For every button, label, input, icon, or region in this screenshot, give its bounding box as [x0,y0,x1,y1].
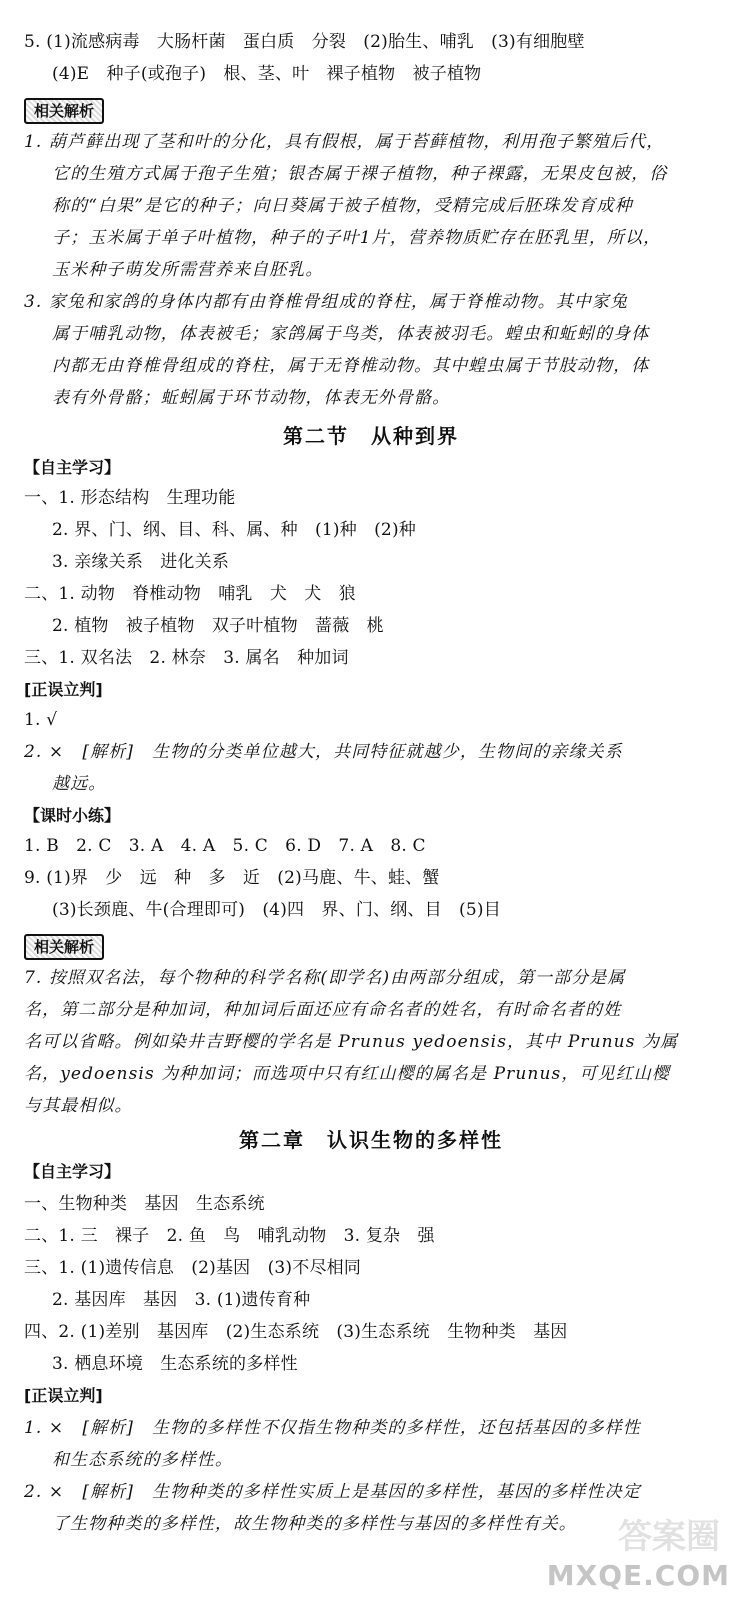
answer-line: 三、1. (1)遗传信息 (2)基因 (3)不尽相同 [24,1258,362,1278]
analysis-line: 它的生殖方式属于孢子生殖；银杏属于裸子植物，种子裸露，无果皮包被，俗 [52,164,668,184]
answer-line: 2. 界、门、纲、目、科、属、种 (1)种 (2)种 [52,520,416,540]
answer-line: 2. 植物 被子植物 双子叶植物 蔷薇 桃 [52,616,384,636]
answer-line: 5. (1)流感病毒 大肠杆菌 蛋白质 分裂 (2)胎生、哺乳 (3)有细胞壁 [24,32,585,52]
analysis-line: 子；玉米属于单子叶植物，种子的子叶1片，营养物质贮存在胚乳里，所以， [52,228,662,248]
answer-line: 1. B 2. C 3. A 4. A 5. C 6. D 7. A 8. C [24,836,426,856]
answer-line: (3)长颈鹿、牛(合理即可) (4)四 界、门、纲、目 (5)目 [52,900,501,920]
analysis-line: 1. × [解析] 生物的多样性不仅指生物种类的多样性，还包括基因的多样性 [24,1418,641,1438]
chapter-title: 第二章 认识生物的多样性 [239,1128,503,1152]
analysis-line: 名，第二部分是种加词，种加词后面还应有命名者的姓名，有时命名者的姓 [24,1000,622,1020]
section-label: 【课时小练】 [24,806,121,825]
analysis-line: 3. 家兔和家鸽的身体内都有由脊椎骨组成的脊柱，属于脊椎动物。其中家兔 [24,292,629,312]
answer-line: 1. √ [24,710,58,730]
analysis-line: 名，yedoensis 为种加词；而选项中只有红山樱的属名是 Prunus，可见红山樱 [24,1064,670,1084]
answer-line: (4)E 种子(或孢子) 根、茎、叶 裸子植物 被子植物 [52,64,482,84]
analysis-line: 属于哺乳动物，体表被毛；家鸽属于鸟类，体表被羽毛。蝗虫和蚯蚓的身体 [52,324,650,344]
section-label: 【自主学习】 [24,458,121,477]
section-label: 【自主学习】 [24,1162,121,1181]
analysis-line: 2. × [解析] 生物的分类单位越大，共同特征就越少，生物间的亲缘关系 [24,742,623,762]
section-label: [正误立判] [24,680,103,699]
analysis-line: 表有外骨骼；蚯蚓属于环节动物，体表无外骨骼。 [52,388,451,408]
analysis-line: 与其最相似。 [24,1096,133,1116]
analysis-line: 内都无由脊椎骨组成的脊柱，属于无脊椎动物。其中蝗虫属于节肢动物，体 [52,356,650,376]
analysis-line: 7. 按照双名法，每个物种的科学名称(即学名)由两部分组成，第一部分是属 [24,968,626,988]
answer-line: 3. 亲缘关系 进化关系 [52,552,230,572]
section-label: [正误立判] [24,1386,103,1405]
answer-line: 二、1. 三 裸子 2. 鱼 鸟 哺乳动物 3. 复杂 强 [24,1226,435,1246]
answer-line: 二、1. 动物 脊椎动物 哺乳 犬 犬 狼 [24,584,356,604]
analysis-line: 了生物种类的多样性，故生物种类的多样性与基因的多样性有关。 [52,1514,577,1534]
answer-line: 3. 栖息环境 生态系统的多样性 [52,1354,298,1374]
answer-line: 四、2. (1)差别 基因库 (2)生态系统 (3)生态系统 生物种类 基因 [24,1322,568,1342]
watermark-logo: 答案圈 [618,1517,720,1557]
analysis-line: 名可以省略。例如染井吉野樱的学名是 Prunus yedoensis，其中 Prunus 为属 [24,1032,679,1052]
answer-line: 一、生物种类 基因 生态系统 [24,1194,265,1214]
analysis-tag: 相关解析 [24,98,104,124]
answer-line: 2. 基因库 基因 3. (1)遗传育种 [52,1290,311,1310]
analysis-line: 1. 葫芦藓出现了茎和叶的分化，具有假根，属于苔藓植物，利用孢子繁殖后代， [24,132,665,152]
analysis-line: 称的“白果”是它的种子；向日葵属于被子植物，受精完成后胚珠发育成种 [52,196,633,216]
analysis-tag: 相关解析 [24,934,104,960]
answer-line: 三、1. 双名法 2. 林奈 3. 属名 种加词 [24,648,349,668]
watermark: MXQE.COM [546,1559,730,1592]
analysis-line: 越远。 [52,774,107,794]
analysis-line: 玉米种子萌发所需营养来自胚乳。 [52,260,324,280]
answer-line: 一、1. 形态结构 生理功能 [24,488,236,508]
answer-line: 9. (1)界 少 远 种 多 近 (2)马鹿、牛、蛙、蟹 [24,868,440,888]
analysis-line: 和生态系统的多样性。 [52,1450,233,1470]
section-title: 第二节 从种到界 [283,424,459,448]
analysis-line: 2. × [解析] 生物种类的多样性实质上是基因的多样性，基因的多样性决定 [24,1482,641,1502]
